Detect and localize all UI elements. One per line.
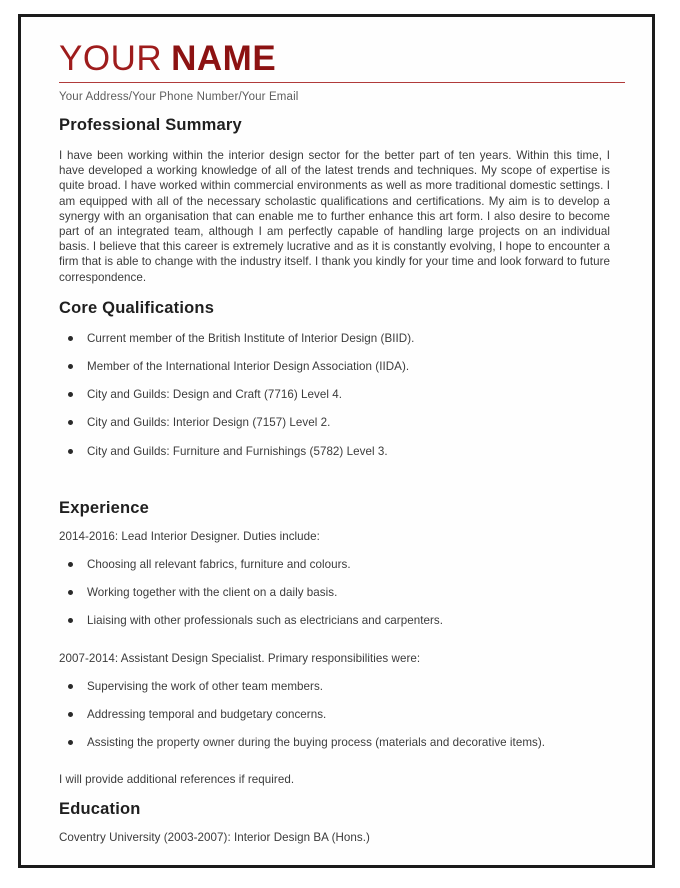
- list-item-text: Current member of the British Institute of Interior Design (BIID).: [87, 331, 415, 345]
- bullet-icon: [68, 684, 73, 689]
- list-item: [59, 331, 607, 346]
- list-item-text: Liaising with other professionals such as electricians and carpenters.: [87, 614, 444, 628]
- list-item-text: Supervising the work of other team members.: [87, 679, 324, 693]
- list-item-text: City and Guilds: Design and Craft (7716) Level 4.: [87, 388, 343, 402]
- summary-paragraph: I have been working within the interior design sector for the better part of ten years. Within this time, I have developed a working knowledge of all of the latest trends and techniques. My scope of expertise is quite broad. I have worked within commercial environments as well as more traditional domestic settings. I am equipped with all of the necessary scholastic qualifications and certifications. My aim is to develop a synergy with an organisation that can enable me to further enhance this art form. I also desire to become part of an integrated team, although I am perfectly capable of handling large projects on an individual basis. I believe that this career is extremely lucrative and as it is constantly evolving, I hope to encounter a firm that is able to change with the industry itself. I thank you kindly for your time and look forward to future correspondence.: [59, 149, 610, 284]
- job-title-line: 2014-2016: Lead Interior Designer. Duties include:: [59, 529, 320, 543]
- resume-page-frame: [18, 14, 655, 868]
- section-heading-summary: Professional Summary: [59, 116, 242, 134]
- list-item: [59, 679, 607, 694]
- references-note: I will provide additional references if required.: [59, 773, 295, 787]
- section-heading-experience: Experience: [59, 498, 150, 517]
- bullet-icon: [68, 590, 73, 595]
- job-duties-list: [59, 557, 622, 629]
- bullet-icon: [68, 618, 73, 623]
- list-item: [59, 613, 607, 628]
- experience-job-entry: [59, 529, 622, 629]
- list-item: [59, 557, 607, 572]
- job-title-line: 2007-2014: Assistant Design Specialist. Primary responsibilities were:: [59, 651, 421, 665]
- list-item-text: Working together with the client on a daily basis.: [87, 586, 338, 600]
- list-item-text: Assisting the property owner during the buying process (materials and decorative items).: [87, 736, 546, 750]
- list-item-text: City and Guilds: Interior Design (7157) Level 2.: [87, 416, 331, 430]
- list-item-text: Member of the International Interior Design Association (IIDA).: [87, 360, 410, 374]
- resume-page-content: [21, 17, 652, 865]
- candidate-name: [59, 39, 622, 79]
- list-item: [59, 415, 607, 430]
- bullet-icon: [68, 449, 73, 454]
- resume-header: [59, 39, 622, 103]
- contact-info-line: Your Address/Your Phone Number/Your Email: [59, 91, 299, 103]
- section-heading-qualifications: Core Qualifications: [59, 298, 215, 317]
- job-duties-list: [59, 679, 622, 751]
- list-item: [59, 444, 607, 459]
- bullet-icon: [68, 364, 73, 369]
- experience-job-entry: [59, 651, 622, 751]
- list-item: [59, 585, 607, 600]
- section-professional-summary: [59, 116, 622, 285]
- section-experience: [59, 499, 622, 788]
- bullet-icon: [68, 336, 73, 341]
- list-item: [59, 359, 607, 374]
- section-heading-education: Education: [59, 799, 141, 818]
- list-item: [59, 735, 607, 750]
- qualifications-list: [59, 331, 622, 459]
- section-core-qualifications: [59, 299, 622, 459]
- bullet-icon: [68, 712, 73, 717]
- header-divider-rule: [59, 82, 625, 83]
- list-item-text: Choosing all relevant fabrics, furniture and colours.: [87, 558, 351, 572]
- list-item: [59, 387, 607, 402]
- job-spacer: [59, 629, 622, 651]
- list-item: [59, 707, 607, 722]
- bullet-icon: [68, 562, 73, 567]
- bullet-icon: [68, 420, 73, 425]
- list-item-text: Addressing temporal and budgetary concerns.: [87, 708, 327, 722]
- list-item-text: City and Guilds: Furniture and Furnishings (5782) Level 3.: [87, 444, 388, 458]
- candidate-first-name: YOUR: [59, 39, 163, 78]
- section-spacer: [59, 459, 622, 499]
- bullet-icon: [68, 740, 73, 745]
- education-entry: Coventry University (2003-2007): Interior Design BA (Hons.): [59, 830, 370, 844]
- section-education: [59, 800, 622, 845]
- bullet-icon: [68, 392, 73, 397]
- closing-spacer: [59, 750, 622, 772]
- candidate-last-name: NAME: [171, 39, 277, 78]
